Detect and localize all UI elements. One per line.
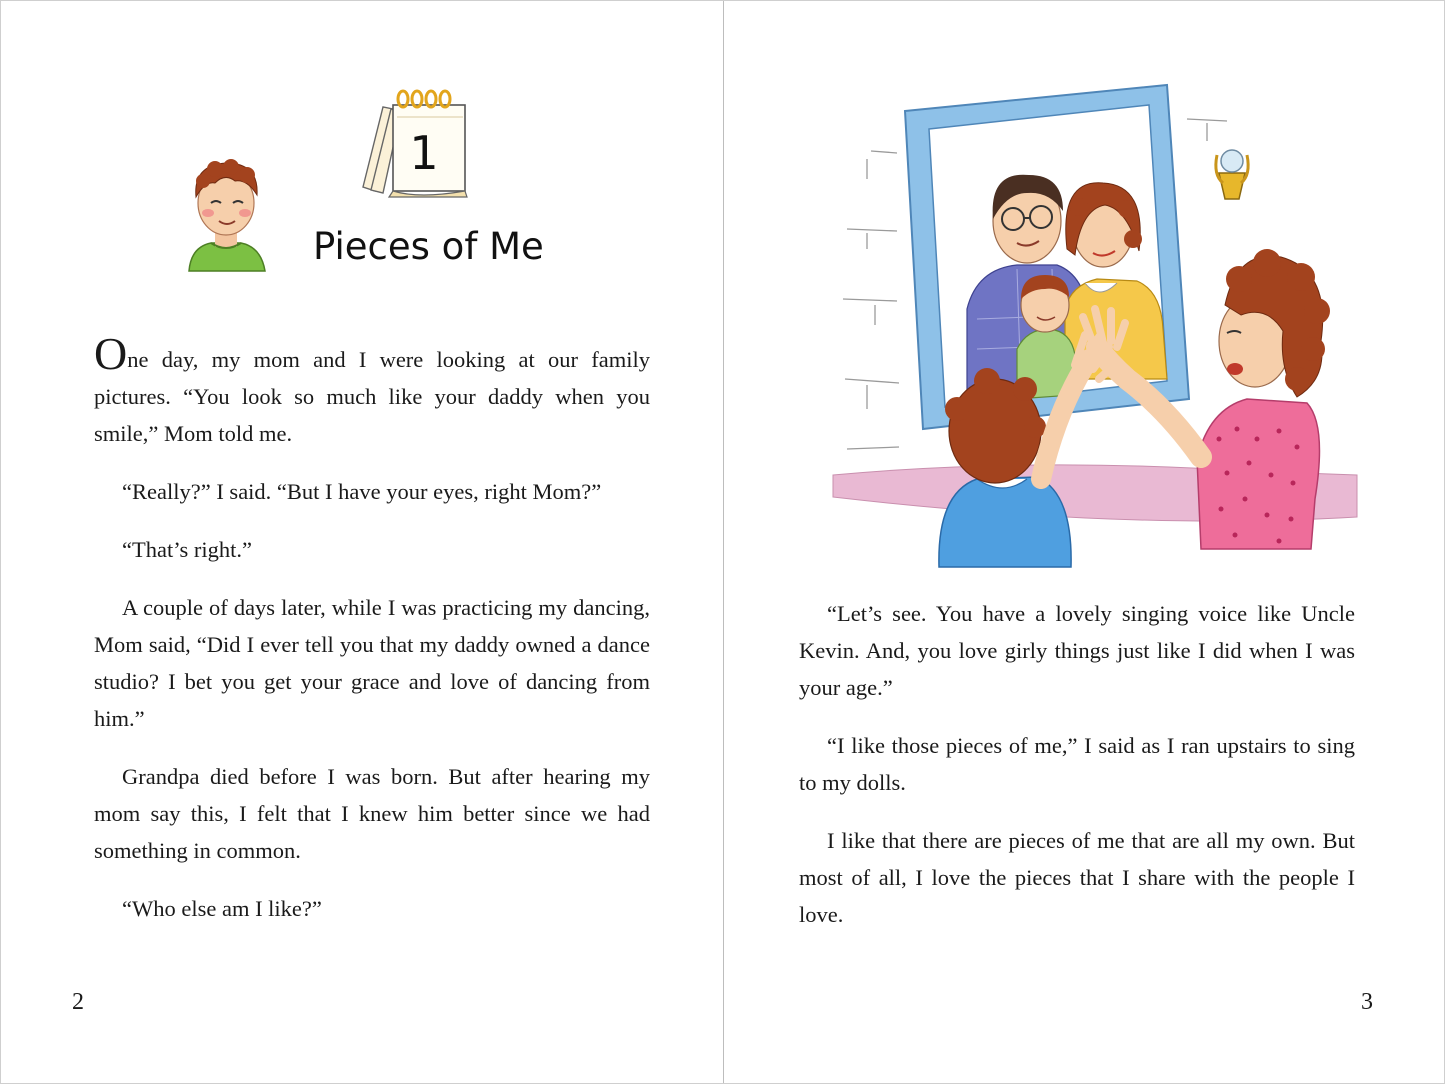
paragraph: A couple of days later, while I was practicing my dancing, Mom said, “Did I ever tell you that my daddy owned a dance studio? I bet you get your grace and love of dancing from him.”	[94, 595, 650, 731]
left-page-text	[94, 328, 650, 948]
paragraph: “Who else am I like?”	[122, 896, 322, 921]
paragraph: I like that there are pieces of me that are all my own. But most of all, I love the pieces that I share with the people I love.	[799, 828, 1355, 927]
paragraph: “Really?” I said. “But I have your eyes, right Mom?”	[122, 479, 602, 504]
chapter-title: Pieces of Me	[313, 225, 544, 268]
paragraph-text: ne day, my mom and I were looking at our family pictures. “You look so much like your daddy when you smile,” Mom told me.	[94, 347, 650, 446]
paragraph: “Let’s see. You have a lovely singing voice like Uncle Kevin. And, you love girly things just like I did when I was your age.”	[799, 601, 1355, 700]
page-number: 3	[1361, 989, 1373, 1015]
drop-cap: O	[94, 328, 128, 379]
page-number: 2	[72, 989, 84, 1015]
wall-sconce-icon	[1216, 150, 1248, 199]
family-mirror-illustration	[827, 79, 1367, 571]
right-page-text	[799, 595, 1355, 954]
paragraph: “That’s right.”	[122, 537, 252, 562]
paragraph: “I like those pieces of me,” I said as I ran upstairs to sing to my dolls.	[799, 733, 1355, 795]
left-page	[1, 1, 724, 1083]
paragraph	[94, 328, 650, 452]
chapter-number: 1	[409, 126, 439, 180]
boy-portrait	[181, 151, 271, 273]
paragraph: Grandpa died before I was born. But after hearing my mom say this, I felt that I knew him better since we had something in common.	[94, 764, 650, 863]
